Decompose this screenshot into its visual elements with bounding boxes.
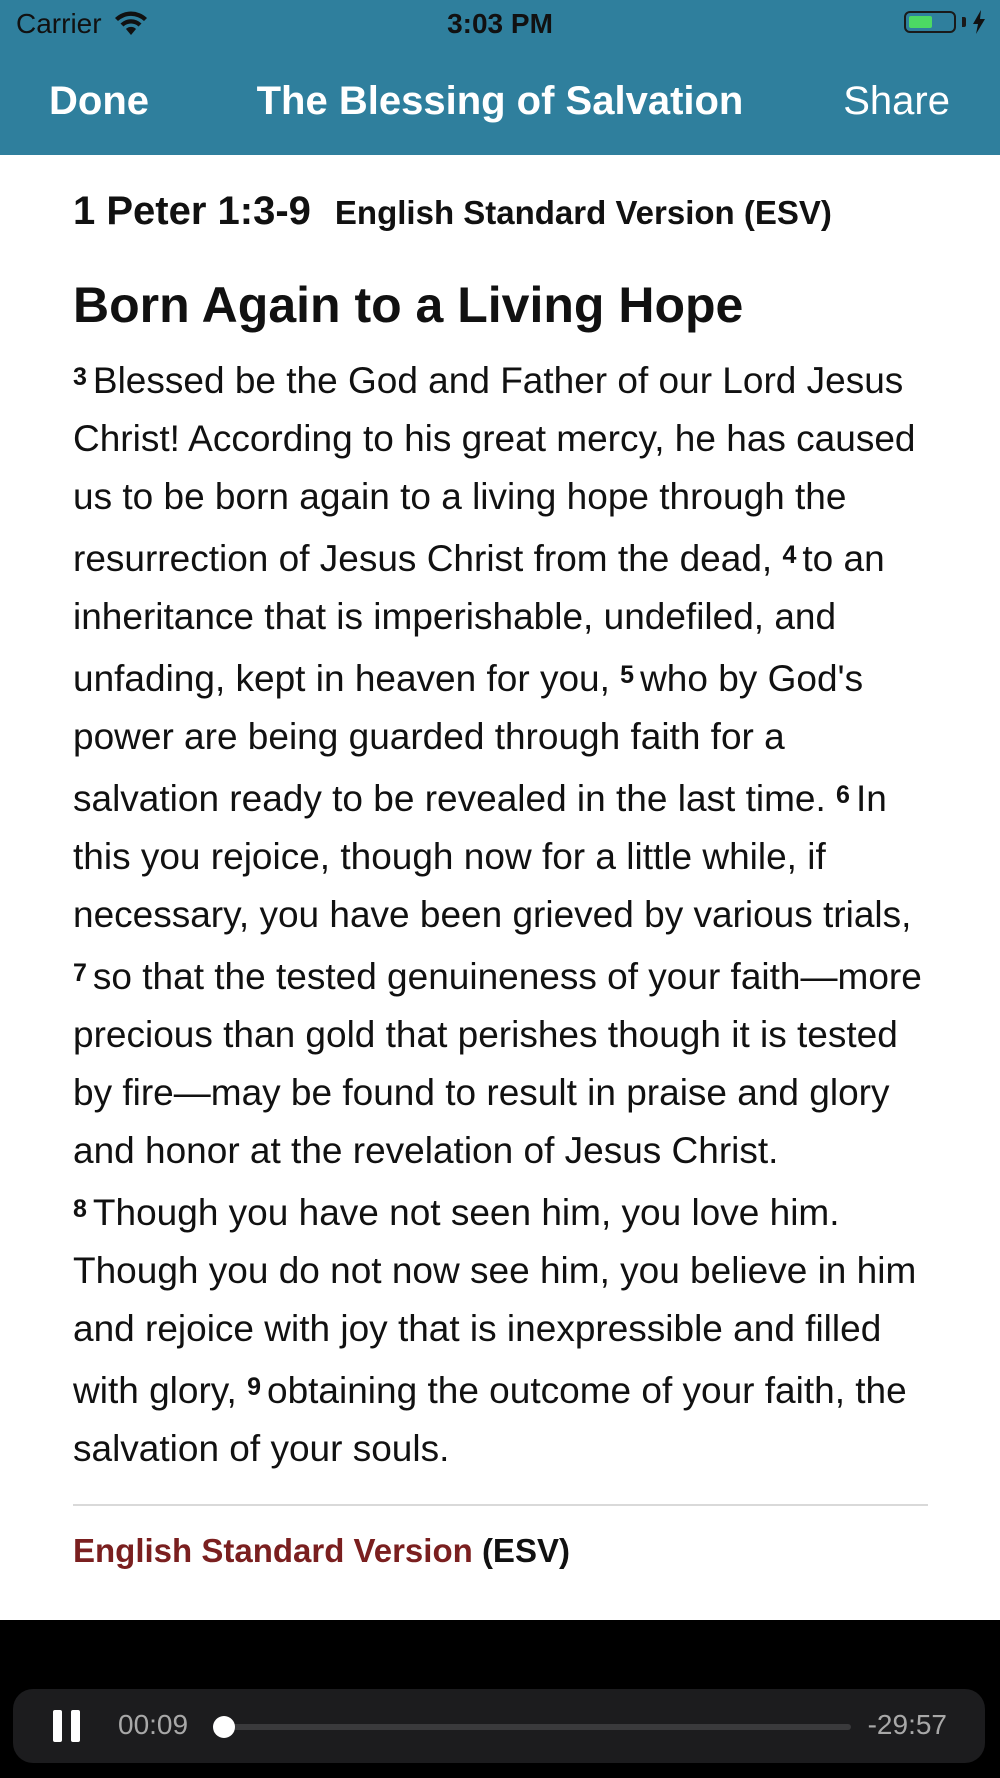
charging-bolt-icon bbox=[972, 10, 986, 34]
verse-number: 5 bbox=[620, 661, 635, 689]
passage-content bbox=[73, 155, 933, 1570]
battery-cap bbox=[962, 17, 966, 27]
verse-text: In this you rejoice, though now for a little while, if necessary, you have been grieved by various trials, bbox=[73, 778, 912, 935]
copyright-line bbox=[73, 1532, 933, 1570]
battery-indicator bbox=[904, 10, 986, 34]
header bbox=[0, 0, 1000, 155]
verse-number: 3 bbox=[73, 363, 87, 391]
verse-number: 6 bbox=[836, 781, 850, 809]
passage-reference-line bbox=[73, 189, 933, 234]
battery-level bbox=[909, 16, 932, 28]
verse-number: 8 bbox=[73, 1195, 87, 1223]
done-button[interactable]: Done bbox=[49, 79, 149, 123]
verse-text: Though you have not seen him, you love him. Though you do not now see him, you believe in him and rejoice with joy that is inexpressible and filled with glory, bbox=[73, 1192, 917, 1411]
translation-abbr: (ESV) bbox=[481, 1532, 570, 1569]
divider bbox=[73, 1504, 928, 1506]
verse-text: Blessed be the God and Father of our Lord Jesus Christ! According to his great mercy, he has caused us to be born again to a living hope through the resurrection of Jesus Christ from the dead, bbox=[73, 360, 916, 579]
verse-number: 4 bbox=[782, 541, 797, 569]
pause-icon-left-bar bbox=[53, 1710, 62, 1742]
carrier-label: Carrier bbox=[16, 8, 102, 39]
translation-label: English Standard Version (ESV) bbox=[334, 194, 832, 231]
verse-text: who by God's power are being guarded through faith for a salvation ready to be revealed in the last time. bbox=[73, 658, 864, 819]
share-button[interactable]: Share bbox=[843, 79, 950, 123]
translation-link[interactable]: English Standard Version bbox=[73, 1532, 473, 1569]
verse-text: so that the tested genuineness of your faith—more precious than gold that perishes though it is tested by fire—may be found to result in praise and glory and honor at the revelation of Jesus Christ. bbox=[73, 956, 922, 1171]
battery-icon bbox=[904, 11, 956, 33]
status-time: 3:03 PM bbox=[447, 8, 553, 39]
status-bar bbox=[0, 0, 1000, 50]
passage-text bbox=[73, 348, 933, 1478]
pause-button[interactable] bbox=[53, 1710, 81, 1742]
progress-track[interactable] bbox=[221, 1724, 851, 1730]
verse-number: 9 bbox=[247, 1373, 261, 1401]
verse-text: to an inheritance that is imperishable, undefiled, and unfading, kept in heaven for you, bbox=[73, 538, 885, 699]
verse-text: obtaining the outcome of your faith, the salvation of your souls. bbox=[73, 1370, 907, 1469]
remaining-time: -29:57 bbox=[867, 1709, 947, 1740]
verse-number: 7 bbox=[73, 959, 87, 987]
passage-reference: 1 Peter 1:3-9 bbox=[73, 189, 311, 233]
page-title: The Blessing of Salvation bbox=[256, 79, 744, 123]
audio-player bbox=[13, 1689, 985, 1763]
pause-icon-right-bar bbox=[71, 1710, 80, 1742]
progress-knob[interactable] bbox=[213, 1716, 235, 1738]
elapsed-time: 00:09 bbox=[118, 1709, 189, 1740]
navigation-bar bbox=[0, 55, 1000, 150]
section-heading: Born Again to a Living Hope bbox=[73, 277, 744, 333]
